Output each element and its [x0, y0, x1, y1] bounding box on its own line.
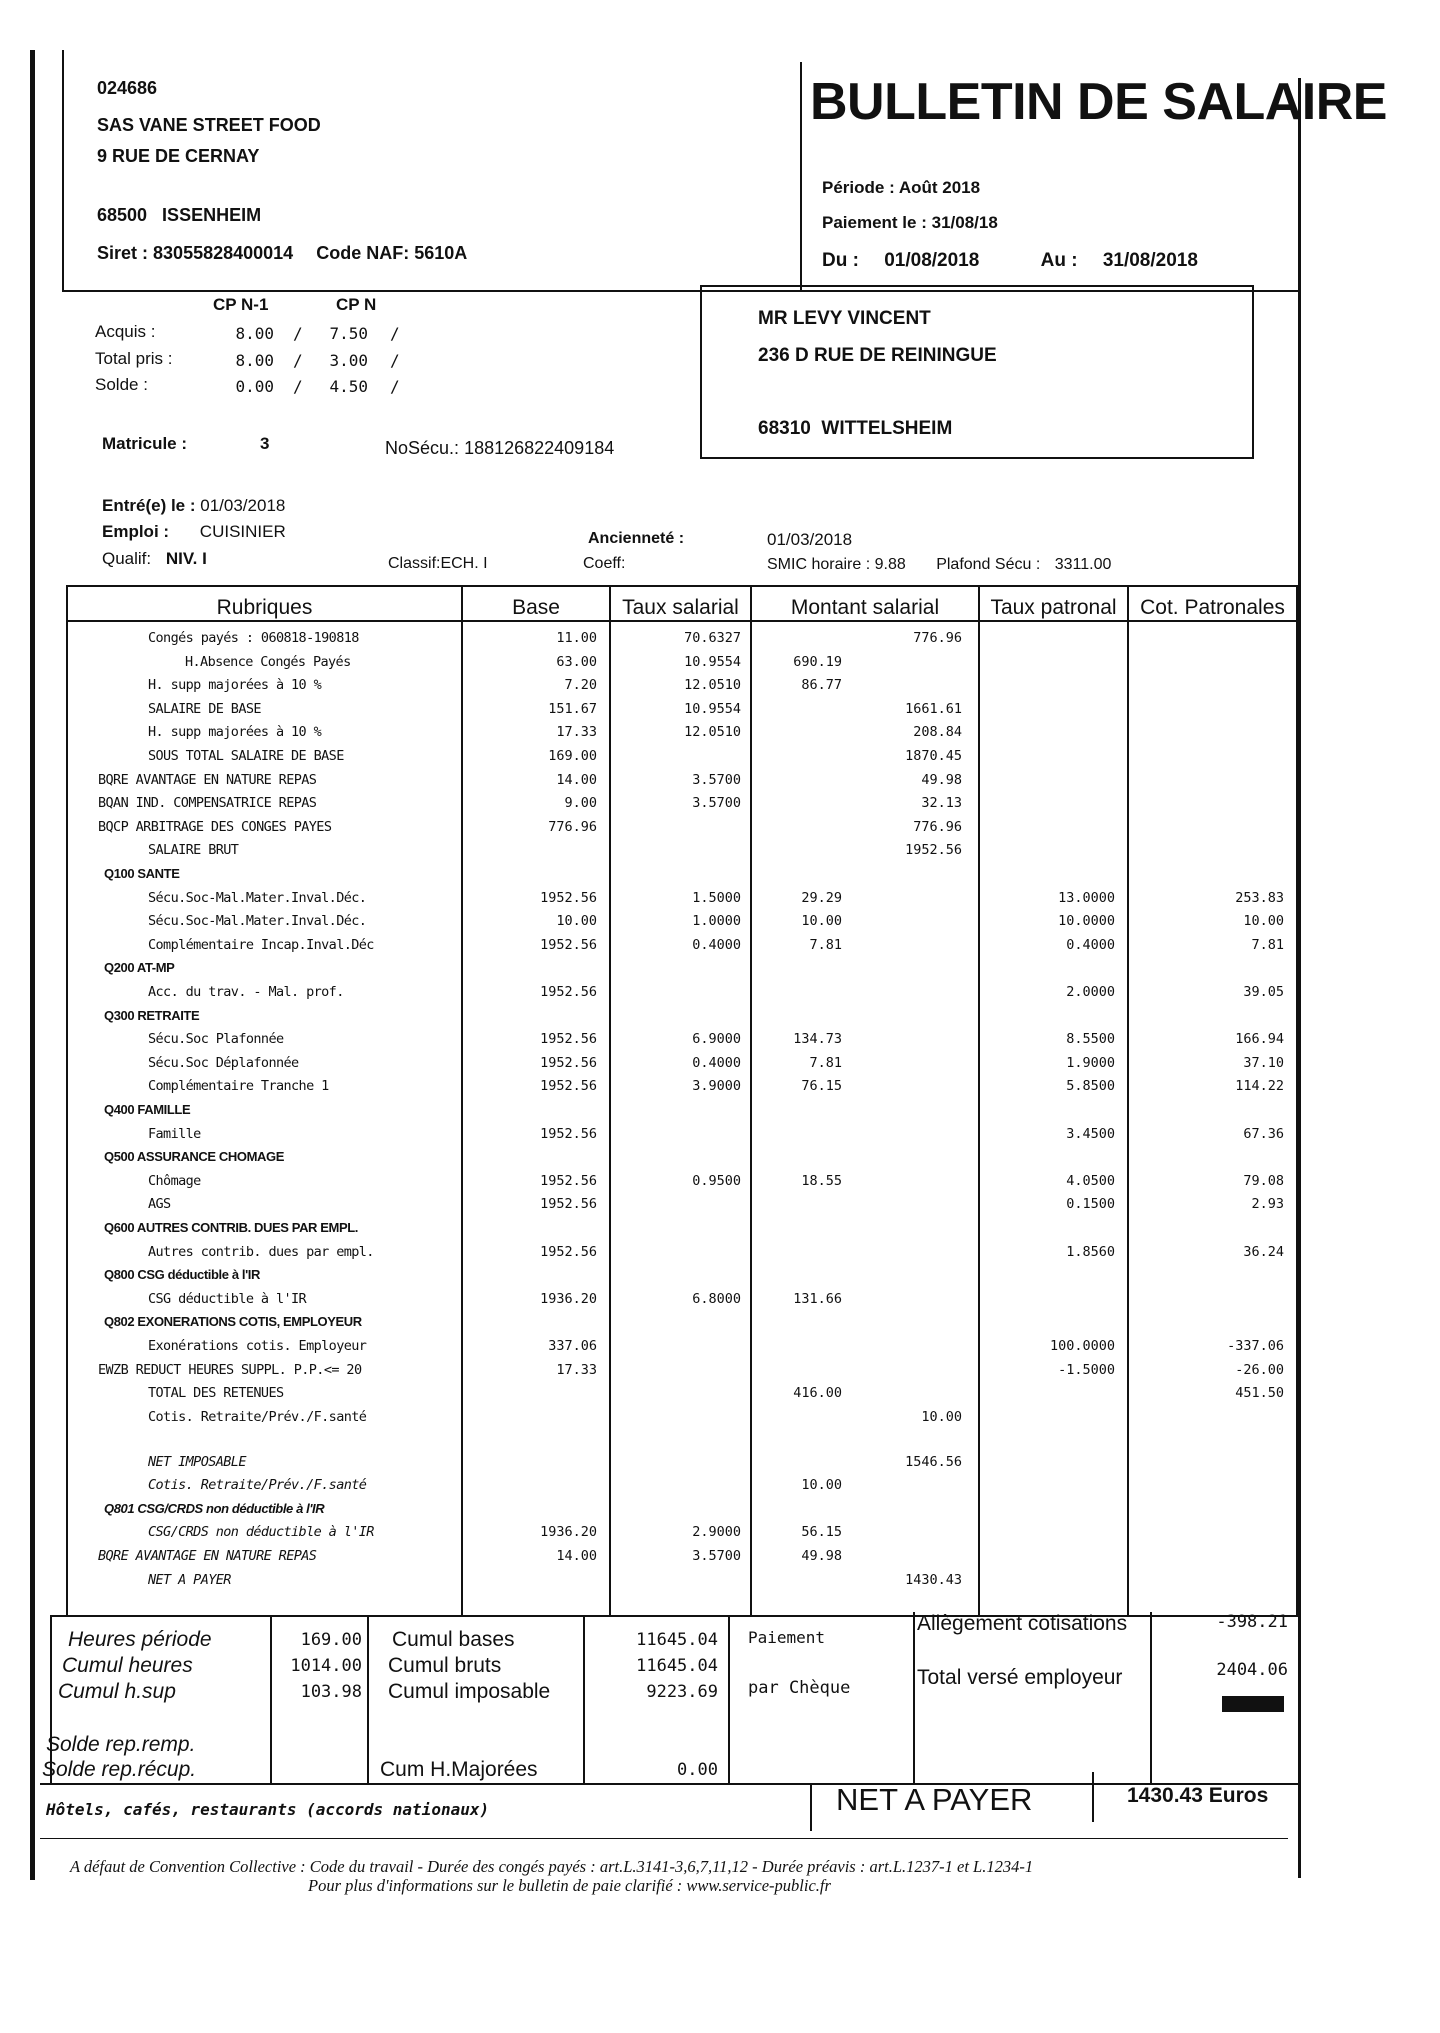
header-base: Base: [512, 596, 560, 619]
table-top-border: [66, 585, 1298, 587]
row-label: Exonérations cotis. Employeur: [148, 1338, 367, 1354]
nosecu-value: 188126822409184: [464, 438, 615, 458]
row-label: NET IMPOSABLE: [148, 1453, 246, 1470]
footer-legal-line: A défaut de Convention Collective : Code du travail - Durée des congés payés : art.L.3141-3,6,7,11,12 - Durée préavis : art.L.1237-1 et L.1234-1: [70, 1857, 1034, 1876]
cumul-heures-label: Cumul heures: [62, 1654, 193, 1677]
conges-separator: /: [293, 377, 303, 396]
cell-base: 1952.56: [540, 1243, 597, 1260]
anciennete-label: Ancienneté :: [588, 530, 685, 547]
cell-taux-salarial: 3.9000: [692, 1078, 741, 1095]
conges-row-label: Total pris :: [95, 349, 173, 368]
siret-label: Siret :: [97, 243, 149, 263]
cumul-imposable-value: 9223.69: [646, 1682, 718, 1702]
convention-collective: Hôtels, cafés, restaurants (accords nationaux): [46, 1800, 490, 1819]
allegement-label: Allègement cotisations: [917, 1612, 1128, 1635]
cum-hmaj-value: 0.00: [677, 1760, 718, 1780]
cell-base: 169.00: [548, 748, 597, 764]
nosecu-label: NoSécu.:: [385, 438, 460, 458]
row-label: Sécu.Soc-Mal.Mater.Inval.Déc.: [148, 889, 367, 906]
cell-cot-patronales: 37.10: [1243, 1054, 1284, 1071]
cell-taux-salarial: 1.0000: [692, 913, 741, 930]
cell-montant-salarial-1: 49.98: [801, 1548, 842, 1565]
cell-taux-salarial: 6.9000: [692, 1031, 741, 1048]
cell-montant-salarial-1: 76.15: [801, 1078, 842, 1095]
cell-base: 1952.56: [540, 1031, 597, 1048]
entree-value: 01/03/2018: [200, 496, 286, 515]
cell-montant-salarial-1: 29.29: [801, 889, 842, 906]
conges-separator: /: [293, 351, 303, 370]
smic-label: SMIC horaire :: [767, 556, 871, 573]
cell-base: 17.33: [556, 1361, 597, 1378]
cumul-hsup-label: Cumul h.sup: [58, 1680, 176, 1703]
net-a-payer-value: 1430.43 Euros: [1127, 1784, 1269, 1807]
footer-info-line: Pour plus d'informations sur le bulletin de paie clarifié : www.service-public.fr: [308, 1876, 831, 1895]
row-label: BQRE AVANTAGE EN NATURE REPAS: [98, 1548, 317, 1565]
cell-taux-salarial: 10.9554: [684, 653, 741, 670]
row-label: Q400 FAMILLE: [104, 1102, 191, 1117]
conges-cp-n1-value: 8.00: [235, 351, 274, 370]
net-a-payer-label: NET A PAYER: [836, 1782, 1033, 1817]
cell-montant-salarial-2: 776.96: [913, 818, 962, 835]
row-label: CSG/CRDS non déductible à l'IR: [148, 1524, 374, 1541]
classif-label: Classif:: [388, 555, 441, 572]
cell-cot-patronales: 114.22: [1235, 1078, 1284, 1095]
cell-taux-patronal: 8.5500: [1066, 1031, 1115, 1048]
frame-left: [62, 50, 64, 290]
cell-taux-patronal: 13.0000: [1058, 889, 1115, 906]
col-divider-tp: [978, 585, 980, 1615]
cell-taux-salarial: 2.9000: [692, 1524, 741, 1541]
cell-base: 1936.20: [540, 1290, 597, 1307]
cell-cot-patronales: 79.08: [1243, 1172, 1284, 1189]
row-label: SOUS TOTAL SALAIRE DE BASE: [148, 748, 344, 764]
cell-base: 1952.56: [540, 1078, 597, 1095]
cell-base: 1952.56: [540, 936, 597, 953]
row-label: Acc. du trav. - Mal. prof.: [148, 984, 344, 1000]
cell-taux-salarial: 12.0510: [684, 677, 741, 694]
periode-value: Août 2018: [898, 178, 981, 197]
row-label: Autres contrib. dues par empl.: [148, 1243, 374, 1260]
header-taux-patronal: Taux patronal: [990, 596, 1117, 619]
cumul-imposable-label: Cumul imposable: [388, 1680, 551, 1703]
cell-base: 7.20: [564, 677, 597, 694]
cell-taux-salarial: 70.6327: [684, 630, 741, 646]
cell-cot-patronales: 451.50: [1235, 1385, 1284, 1402]
redaction-mark: [1222, 1696, 1284, 1712]
cell-montant-salarial-1: 134.73: [793, 1031, 842, 1048]
table-left-border: [66, 585, 68, 1615]
employee-name: MR LEVY VINCENT: [758, 308, 931, 329]
row-label: Q801 CSG/CRDS non déductible à l'IR: [104, 1500, 325, 1516]
cell-montant-salarial-2: 1952.56: [905, 842, 962, 859]
cumul-bases-label: Cumul bases: [392, 1628, 515, 1651]
employee-street: 236 D RUE DE REININGUE: [758, 345, 997, 366]
row-label: Sécu.Soc Déplafonnée: [148, 1054, 299, 1071]
cell-taux-patronal: 0.1500: [1066, 1196, 1115, 1213]
au-value: 31/08/2018: [1102, 250, 1198, 271]
naf-label: Code NAF:: [316, 243, 410, 263]
naf-value: 5610A: [414, 243, 468, 263]
cell-taux-salarial: 3.5700: [692, 1548, 741, 1565]
conges-row-label: Acquis :: [95, 322, 156, 341]
conges-separator: /: [390, 324, 400, 343]
cell-montant-salarial-2: 10.00: [921, 1408, 962, 1425]
row-label: Q100 SANTE: [104, 866, 180, 881]
header-taux-salarial: Taux salarial: [622, 596, 739, 619]
cell-cot-patronales: -337.06: [1227, 1338, 1284, 1354]
cell-montant-salarial-1: 56.15: [801, 1524, 842, 1541]
classif-value: ECH. I: [440, 555, 488, 572]
cell-base: 1952.56: [540, 1196, 597, 1213]
cell-base: 11.00: [556, 630, 597, 646]
cum-hmaj-label: Cum H.Majorées: [380, 1758, 538, 1781]
row-label: Sécu.Soc-Mal.Mater.Inval.Déc.: [148, 913, 367, 930]
cell-montant-salarial-1: 10.00: [801, 913, 842, 930]
cell-base: 9.00: [564, 795, 597, 812]
cell-cot-patronales: 10.00: [1243, 913, 1284, 930]
cell-base: 17.33: [556, 724, 597, 741]
conges-cp-n-value: 7.50: [329, 324, 368, 343]
cell-base: 10.00: [556, 913, 597, 930]
heures-periode-label: Heures période: [68, 1628, 212, 1651]
au-label: Au :: [1040, 250, 1078, 271]
row-label: H. supp majorées à 10 %: [148, 724, 322, 741]
cell-cot-patronales: 36.24: [1243, 1243, 1284, 1260]
cell-taux-patronal: 5.8500: [1066, 1078, 1115, 1095]
cell-taux-patronal: -1.5000: [1058, 1361, 1115, 1378]
cell-montant-salarial-2: 1430.43: [905, 1571, 962, 1588]
cell-montant-salarial-1: 131.66: [793, 1290, 842, 1307]
cell-base: 1952.56: [540, 1054, 597, 1071]
row-label: Q200 AT-MP: [104, 960, 175, 976]
row-label: AGS: [148, 1196, 171, 1213]
page-edge-left: [30, 50, 35, 1880]
row-label: Cotis. Retraite/Prév./F.santé: [148, 1477, 367, 1494]
row-label: Q500 ASSURANCE CHOMAGE: [104, 1149, 284, 1165]
row-label: SALAIRE DE BASE: [148, 700, 261, 717]
row-label: Sécu.Soc Plafonnée: [148, 1031, 284, 1048]
solde-recup-label: Solde rep.récup.: [42, 1758, 197, 1781]
cell-taux-patronal: 2.0000: [1066, 984, 1115, 1000]
cell-montant-salarial-2: 1661.61: [905, 700, 962, 717]
conges-cp-n-value: 4.50: [329, 377, 368, 396]
cell-base: 63.00: [556, 653, 597, 670]
employer-code: 024686: [97, 78, 158, 98]
emploi-value: CUISINIER: [199, 522, 286, 541]
row-label: Q800 CSG déductible à l'IR: [104, 1267, 260, 1283]
col-divider-cp: [1127, 585, 1129, 1615]
totals-divider-6: [1150, 1612, 1152, 1783]
conges-separator: /: [390, 351, 400, 370]
cell-taux-salarial: 12.0510: [684, 724, 741, 741]
employer-name: SAS VANE STREET FOOD: [97, 115, 321, 135]
cell-cot-patronales: 253.83: [1235, 889, 1284, 906]
totals-divider-4: [728, 1615, 730, 1783]
cell-taux-patronal: 4.0500: [1066, 1172, 1115, 1189]
periode-label: Période :: [822, 178, 895, 197]
row-label: CSG déductible à l'IR: [148, 1290, 307, 1307]
footer-divider: [40, 1838, 1288, 1839]
cell-taux-patronal: 100.0000: [1049, 1338, 1115, 1354]
cumul-bruts-label: Cumul bruts: [388, 1654, 502, 1677]
totals-divider-2: [367, 1615, 369, 1783]
cell-base: 14.00: [556, 771, 597, 788]
cell-base: 14.00: [556, 1548, 597, 1565]
totals-bottom-border: [40, 1783, 1298, 1785]
cell-cot-patronales: 7.81: [1251, 936, 1284, 953]
cell-montant-salarial-1: 690.19: [793, 653, 842, 670]
plafond-value: 3311.00: [1054, 556, 1112, 573]
cell-montant-salarial-2: 32.13: [921, 795, 962, 812]
header-rubriques: Rubriques: [216, 596, 313, 619]
cell-taux-salarial: 6.8000: [692, 1290, 741, 1307]
cell-montant-salarial-2: 776.96: [913, 630, 962, 646]
cell-taux-salarial: 0.4000: [692, 936, 741, 953]
heures-periode-value: 169.00: [300, 1630, 362, 1650]
row-label: Famille: [148, 1125, 201, 1142]
cell-montant-salarial-1: 18.55: [801, 1172, 842, 1189]
cell-montant-salarial-1: 416.00: [793, 1385, 842, 1402]
cell-base: 1952.56: [540, 984, 597, 1000]
paiement-label: Paiement le :: [822, 213, 927, 232]
net-divider-left: [810, 1783, 812, 1831]
cell-montant-salarial-1: 10.00: [801, 1477, 842, 1494]
cell-taux-salarial: 0.4000: [692, 1054, 741, 1071]
cell-montant-salarial-1: 7.81: [809, 936, 842, 953]
qualif-value: NIV. I: [165, 549, 207, 568]
row-label: NET A PAYER: [148, 1571, 231, 1588]
row-label: EWZB REDUCT HEURES SUPPL. P.P.<= 20: [98, 1361, 362, 1378]
cell-cot-patronales: 2.93: [1251, 1196, 1284, 1213]
paiement-mode-value: par Chèque: [748, 1678, 851, 1698]
table-right-border: [1296, 585, 1298, 1615]
paiement-mode-label: Paiement: [748, 1628, 826, 1647]
cell-cot-patronales: 39.05: [1243, 984, 1284, 1000]
header-montant-salarial: Montant salarial: [790, 596, 940, 619]
matricule-value: 3: [260, 434, 270, 453]
allegement-value: -398.21: [1216, 1612, 1288, 1632]
row-label: Q600 AUTRES CONTRIB. DUES PAR EMPL.: [104, 1220, 358, 1235]
conges-separator: /: [293, 324, 303, 343]
smic-value: 9.88: [874, 556, 906, 573]
cell-taux-salarial: 10.9554: [684, 700, 741, 717]
row-label: Complémentaire Tranche 1: [148, 1078, 329, 1095]
du-value: 01/08/2018: [884, 250, 980, 271]
cp-n1-header: CP N-1: [213, 295, 269, 314]
cell-base: 337.06: [548, 1338, 597, 1354]
document-title: BULLETIN DE SALAIRE: [810, 73, 1387, 131]
net-divider-right: [1092, 1772, 1094, 1822]
col-divider-montant: [750, 585, 752, 1615]
matricule-label: Matricule :: [102, 434, 188, 453]
row-label: H.Absence Congés Payés: [185, 653, 351, 670]
cell-cot-patronales: 67.36: [1243, 1125, 1284, 1142]
row-label: BQAN IND. COMPENSATRICE REPAS: [98, 795, 317, 812]
cell-base: 1936.20: [540, 1524, 597, 1541]
cell-cot-patronales: -26.00: [1235, 1361, 1284, 1378]
entree-label: Entré(e) le :: [102, 496, 196, 515]
conges-cp-n1-value: 8.00: [235, 324, 274, 343]
employee-city: 68310 WITTELSHEIM: [758, 418, 953, 439]
cell-taux-salarial: 1.5000: [692, 889, 741, 906]
total-verse-value: 2404.06: [1216, 1660, 1288, 1680]
cell-montant-salarial-2: 1870.45: [905, 748, 962, 764]
conges-cp-n-value: 3.00: [329, 351, 368, 370]
cell-taux-patronal: 10.0000: [1058, 913, 1115, 930]
row-label: TOTAL DES RETENUES: [148, 1385, 284, 1402]
totals-divider-3: [583, 1615, 585, 1783]
cell-taux-patronal: 1.8560: [1066, 1243, 1115, 1260]
row-label: BQCP ARBITRAGE DES CONGES PAYES: [98, 818, 332, 835]
cumul-bases-value: 11645.04: [636, 1630, 718, 1650]
cell-base: 151.67: [548, 700, 597, 717]
cell-montant-salarial-2: 1546.56: [905, 1453, 962, 1470]
paiement-date: 31/08/18: [931, 213, 998, 232]
row-label: Q300 RETRAITE: [104, 1007, 200, 1023]
cell-taux-patronal: 3.4500: [1066, 1125, 1115, 1142]
solde-remp-label: Solde rep.remp.: [46, 1733, 196, 1756]
cell-taux-patronal: 1.9000: [1066, 1054, 1115, 1071]
cell-taux-salarial: 3.5700: [692, 795, 741, 812]
cumul-heures-value: 1014.00: [290, 1656, 362, 1676]
cumul-bruts-value: 11645.04: [636, 1656, 718, 1676]
cell-base: 776.96: [548, 818, 597, 835]
cell-taux-salarial: 3.5700: [692, 771, 741, 788]
employer-city: 68500 ISSENHEIM: [97, 205, 262, 225]
coeff-label: Coeff:: [583, 555, 626, 572]
employer-street: 9 RUE DE CERNAY: [97, 146, 260, 166]
conges-row-label: Solde :: [95, 375, 148, 394]
cell-montant-salarial-1: 86.77: [801, 677, 842, 694]
cell-cot-patronales: 166.94: [1235, 1031, 1284, 1048]
row-label: SALAIRE BRUT: [148, 842, 239, 859]
conges-cp-n1-value: 0.00: [235, 377, 274, 396]
conges-separator: /: [390, 377, 400, 396]
cell-montant-salarial-2: 208.84: [913, 724, 962, 741]
cumul-hsup-value: 103.98: [300, 1682, 362, 1702]
cell-montant-salarial-1: 7.81: [809, 1054, 842, 1071]
qualif-label: Qualif:: [102, 549, 152, 568]
cell-montant-salarial-2: 49.98: [921, 771, 962, 788]
du-label: Du :: [822, 250, 859, 271]
row-label: H. supp majorées à 10 %: [148, 677, 322, 694]
cell-taux-patronal: 0.4000: [1066, 936, 1115, 953]
total-verse-label: Total versé employeur: [917, 1666, 1123, 1689]
row-label: Congés payés : 060818-190818: [148, 630, 359, 646]
header-cot-patronales: Cot. Patronales: [1140, 596, 1285, 619]
title-divider: [800, 62, 802, 292]
row-label: Chômage: [148, 1172, 201, 1189]
siret-value: 83055828400014: [153, 243, 294, 263]
cp-n-header: CP N: [336, 295, 377, 314]
row-label: Q802 EXONERATIONS COTIS, EMPLOYEUR: [104, 1314, 362, 1330]
page-edge-right: [1298, 78, 1301, 1878]
row-label: Cotis. Retraite/Prév./F.santé: [148, 1408, 367, 1425]
plafond-label: Plafond Sécu :: [936, 556, 1041, 573]
row-label: Complémentaire Incap.Inval.Déc: [148, 936, 374, 953]
totals-divider-5: [913, 1612, 915, 1783]
cell-taux-salarial: 0.9500: [692, 1172, 741, 1189]
cell-base: 1952.56: [540, 1172, 597, 1189]
cell-base: 1952.56: [540, 889, 597, 906]
emploi-label: Emploi :: [102, 522, 170, 541]
cell-base: 1952.56: [540, 1125, 597, 1142]
employer-ids: [97, 243, 467, 264]
row-label: BQRE AVANTAGE EN NATURE REPAS: [98, 771, 317, 788]
anciennete-value: 01/03/2018: [767, 530, 853, 549]
